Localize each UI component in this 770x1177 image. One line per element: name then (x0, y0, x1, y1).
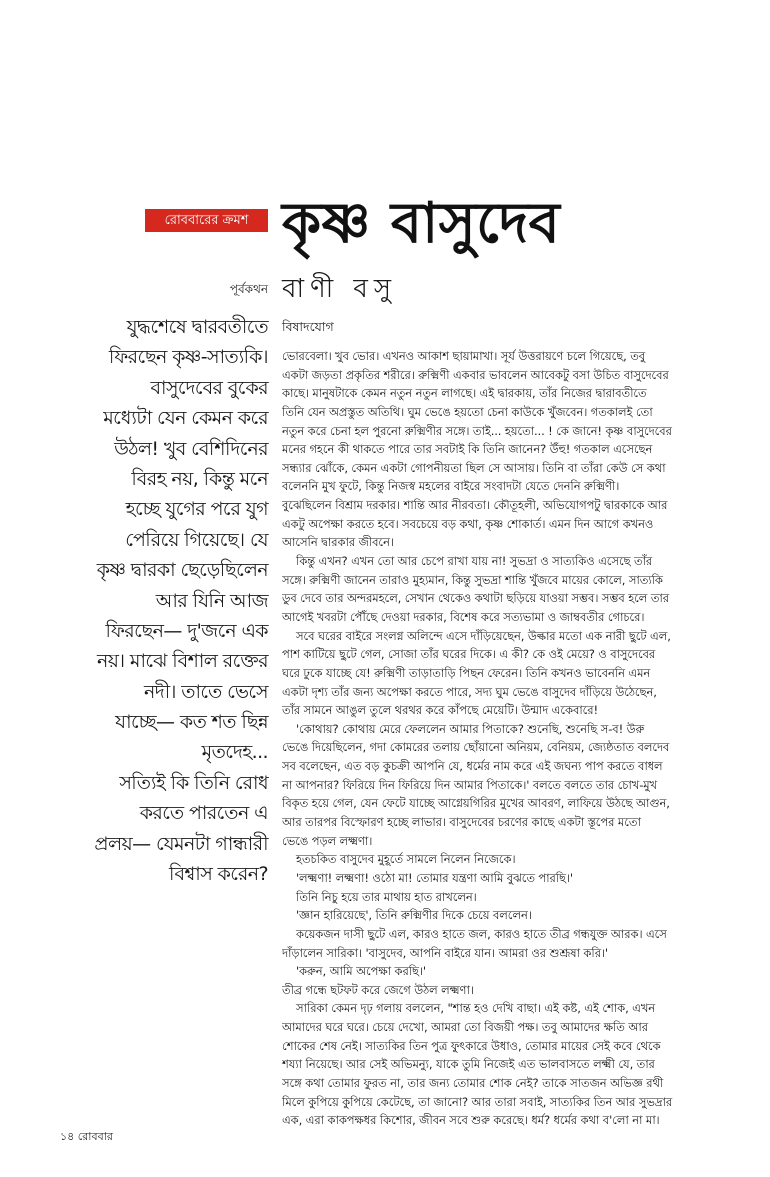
pull-quote-line: ফিরছেন কৃষ্ণ-সাত্যকি। (108, 346, 268, 369)
pull-quote-line: হচ্ছে যুগের পরে যুগ (125, 498, 268, 521)
body-line: কাছে। মানুষটাকে কেমন নতুন নতুন লাগছে। এই দ্বারকায়, তাঁর নিজের দ্বারাবতীতে (282, 386, 647, 401)
body-line: তিনি যেন অপ্রস্তুত অতিথি। ঘুম ভেঙে হয়তো চেনা কাউকে খুঁজবেন। গতকালই তো (282, 404, 653, 419)
body-line: আর তারপর বিস্ফোরণ হচ্ছে লাভার। বাসুদেবের চরণের কাছে একটা স্তূপের মতো (282, 815, 641, 830)
pull-quote-line: কৃষ্ণ দ্বারকা ছেড়েছিলেন (96, 559, 268, 582)
body-line: তাঁর সামনে আঙুল তুলে থরথর করে কাঁপছে মেয়েটি। উন্মাদ একেবারে! (282, 703, 599, 718)
body-line: 'লক্ষ্মণা! লক্ষ্মণা! ওঠো মা! তোমার যন্ত্রণা আমি বুঝতে পারছি।' (296, 870, 573, 885)
article-body (282, 347, 712, 1130)
pull-quote-line: করতে পারতেন এ (139, 802, 268, 825)
body-line: শোকের শেষ নেই। সাত্যকির তিন পুত্র ফুৎকারে উধাও, তোমার মায়ের সেই কবে থেকে (282, 1038, 661, 1053)
pull-quote-line: আর যিনি আজ (155, 589, 268, 612)
pull-quote-line: প্রলয়— যেমনটা গান্ধারী (94, 832, 268, 855)
body-line: ভেঙে দিয়েছিলেন, গদা কোমরের তলায় ছোঁয়ানো অনিয়ম, বেনিয়ম, জ্যেষ্ঠতাত বলদেব (282, 740, 670, 755)
body-line: মনের গহনে কী থাকতে পারে তার সবটাই কি তিনি জানেন? উঁহু! গতকাল এসেছেন (282, 442, 653, 457)
author-name: বাণী বসু (282, 274, 398, 304)
pull-quote-line: ফিরছেন— দু'জনে এক (105, 619, 268, 642)
body-line: 'জ্ঞান হারিয়েছে', তিনি রুক্মিণীর দিকে চেয়ে বললেন। (296, 908, 532, 923)
pull-quote-line: বাসুদেবের বুকের (150, 376, 268, 399)
body-line: দাঁড়ালেন সারিকা। 'বাসুদেব, আপনি বাইরে যান। আমরা ওর শুশ্রূষা করি।' (282, 945, 608, 960)
body-line: এক, এরা কাকপক্ষধর কিশোর, জীবন সবে শুরু করেছে। ধর্ম? ধর্মের কথা ব'লো না মা। (282, 1113, 660, 1128)
pull-quote (60, 312, 268, 889)
pull-quote-line: যুদ্ধশেষে দ্বারবতীতে (126, 316, 268, 338)
body-line: ভোরবেলা। খুব ভোর। এখনও আকাশ ছায়ামাখা। সূর্য উত্তরায়ণে চলে গিয়েছে, তবু (282, 349, 646, 363)
body-line: ঘরে ঢুকে যাচ্ছে যে! রুক্মিণী তাড়াতাড়ি পিছন ফেরেন। তিনি কখনও ভাবেননি এমন (282, 665, 651, 680)
body-line: ডুব দেবে তার অন্দরমহলে, সেখান থেকেও কথাটা ছড়িয়ে যাওয়া সম্ভব। সম্ভব হলে তার (282, 591, 669, 606)
pull-quote-line: যাচ্ছে— কত শত ছিন্ন (115, 711, 268, 734)
body-line: ভেঙে পড়ল লক্ষ্মণা। (282, 833, 373, 848)
body-line: কিন্তু এখন? এখন তো আর চেপে রাখা যায় না! সুভদ্রা ও সাত্যকিও এসেছে তাঁর (296, 554, 653, 569)
body-line: তিনি নিচু হয়ে তার মাথায় হাত রাখলেন। (296, 889, 477, 904)
body-line: সঙ্গে কথা তোমার ফুরত না, তার জন্য তোমার শোক নেই? তাকে সাতজন অভিজ্ঞ রথী (282, 1075, 664, 1090)
body-line: সব বলেছেন, এত বড় কুচক্রী আপনি যে, ধর্মের নাম করে এই জঘন্য পাপ করতে বাধল (282, 759, 663, 774)
pull-quote-line: বিশ্বাস করেন? (169, 863, 268, 886)
body-line: 'করুন, আমি অপেক্ষা করছি।' (296, 964, 426, 979)
pull-quote-line: মৃতদেহ... (201, 741, 268, 764)
body-line: একটু অপেক্ষা করতে হবে। সবচেয়ে বড় কথা, কৃষ্ণ শোকার্ত। এমন দিন আগে কখনও (282, 516, 654, 531)
body-line: বলেননি মুখ ফুটে, কিন্তু নিজস্ব মহলের বাইরে সংবাদটা যেতে দেননি রুক্মিণী। (282, 479, 620, 494)
body-line: তীব্র গন্ধে ছটফট করে জেগে উঠল লক্ষ্মণা। (282, 982, 474, 997)
body-line: আসেনি দ্বারকার জীবনে। (282, 535, 394, 550)
body-line: শয্যা নিয়েছে। আর সেই অভিমন্যু, যাকে তুমি নিজেই এত ভালবাসতে লক্ষ্মী যে, তার (282, 1057, 655, 1072)
pull-quote-line: বিরহ নয়, কিন্তু মনে (131, 467, 268, 490)
body-line: সন্ধ্যার ঝোঁকে, কেমন একটা গোপনীয়তা ছিল সে আসায়। তিনি বা তাঁরা কেউ সে কথা (282, 460, 666, 475)
pull-quote-line: মধ্যেটা যেন কেমন করে (103, 407, 268, 430)
prologue-label: পূর্বকথন (229, 282, 268, 296)
page-title: কৃষ্ণ বাসুদেব (282, 190, 561, 256)
body-line: একটা দৃশ্য তাঁর জন্য অপেক্ষা করতে পারে, সদ্য ঘুম ভেঙে বাসুদেব দাঁড়িয়ে উঠেছেন, (282, 684, 657, 699)
body-line: পাশ কাটিয়ে ছুটে গেল, সোজা তাঁর ঘরের দিকে। এ কী? কে ওই মেয়ে? ও বাসুদেবের (282, 647, 656, 662)
body-line: মিলে কুপিয়ে কুপিয়ে কেটেছে, তা জানো? আর তারা সবাই, সাত্যকির তিন আর সুভদ্রার (282, 1094, 673, 1109)
pull-quote-line: উঠল! খুব বেশিদিনের (114, 437, 268, 460)
body-line: একটা জড়তা প্রকৃতির শরীরে। রুক্মিণী একবার ভাবলেন আবেকটু বসা উচিত বাসুদেবের (282, 367, 669, 382)
body-line: সবে ঘরের বাইরে সংলগ্ন অলিন্দে এসে দাঁড়িয়েছেন, উল্কার মতো এক নারী ছুটে এল, (296, 628, 671, 643)
body-line: নতুন করে চেনা হল পুরনো রুক্মিণীর সঙ্গে। তাই... হয়তো... ! কে জানে! কৃষ্ণ বাসুদেবের (282, 423, 672, 438)
pull-quote-line: পেরিয়ে গিয়েছে। যে (125, 528, 268, 551)
body-line: আমাদের ঘরে ঘরে। চেয়ে দেখো, আমরা তো বিজয়ী পক্ষ। তবু আমাদের ক্ষতি আর (282, 1020, 648, 1035)
body-line: হতচকিত বাসুদেব মুহূর্তে সামলে নিলেন নিজেকে। (296, 852, 516, 867)
body-line: আগেই খবরটা পৌঁছে দেওয়া দরকার, বিশেষ করে সত্যভামা ও জাম্ববতীর গোচরে। (282, 609, 645, 624)
section-heading: বিষাদযোগ (282, 319, 334, 334)
body-line: 'কোথায়? কোথায় মেরে ফেললেন আমার পিতাকে? শুনেছি, শুনেছি স-ব! উরু (296, 721, 645, 736)
body-line: বিকৃত হয়ে গেল, যেন ফেটে যাচ্ছে আগ্নেয়গিরির মুখের আবরণ, লাফিয়ে উঠছে আগুন, (282, 796, 670, 811)
body-line: সঙ্গে। রুক্মিণী জানেন তারাও মুহ্যমান, কিন্তু সুভদ্রা শান্তি খুঁজবে মায়ের কোলে, সাত্যকি (282, 572, 663, 587)
body-line: সারিকা কেমন দৃঢ় গলায় বললেন, "শান্ত হও দেখি বাছা। এই কষ্ট, এই শোক, এখন (296, 1001, 656, 1016)
body-line: কয়েকজন দাসী ছুটে এল, কারও হাতে জল, কারও হাতে তীব্র গন্ধযুক্ত আরক। এসে (296, 926, 667, 941)
page-folio: ১৪ রোববার (60, 1130, 113, 1143)
series-badge: রোববারের ক্রমশ (145, 209, 268, 232)
pull-quote-line: নয়। মাঝে বিশাল রক্তের (96, 650, 268, 673)
body-line: বুঝেছিলেন বিশ্রাম দরকার। শান্তি আর নীরবতা। কৌতূহলী, অভিযোগপটু দ্বারকাকে আর (282, 498, 668, 513)
pull-quote-line: সত্যিই কি তিনি রোধ (119, 771, 268, 794)
pull-quote-line: নদী। তাতে ভেসে (144, 680, 268, 703)
body-line: না আপনার? ফিরিয়ে দিন ফিরিয়ে দিন আমার পিতাকে।' বলতে বলতে তার চোখ-মুখ (282, 777, 657, 792)
